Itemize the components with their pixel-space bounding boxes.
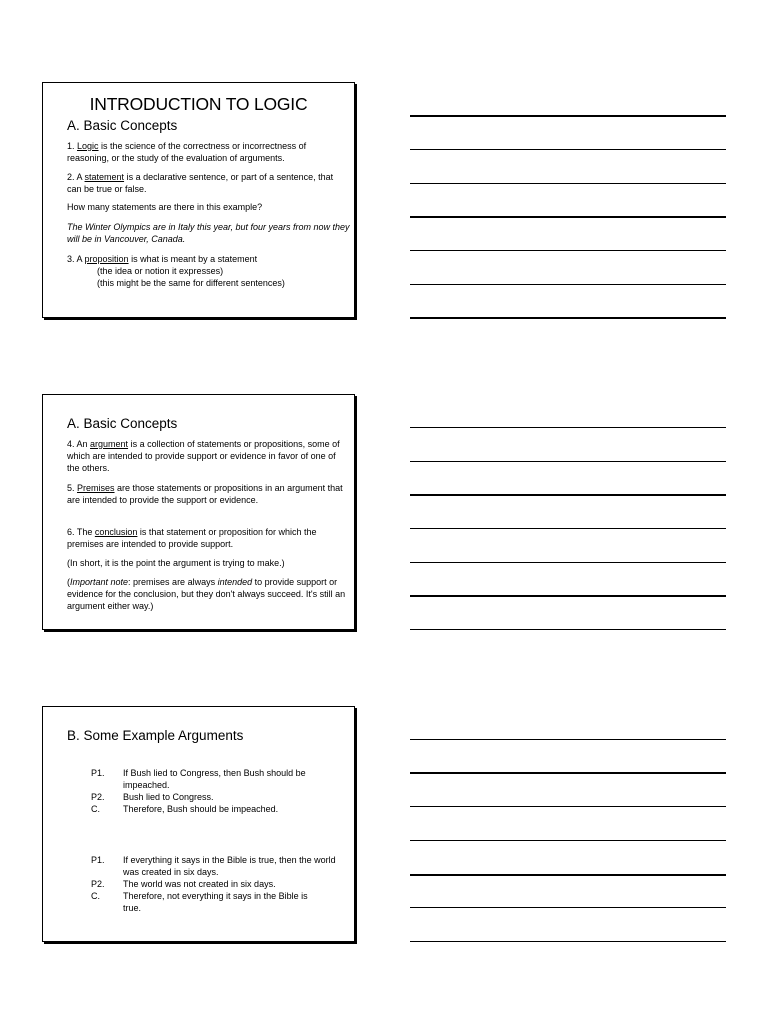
example-sentence: The Winter Olympics are in Italy this year, but four years from now they will be in Vancouver, Canada. <box>67 222 350 244</box>
note-line <box>410 629 726 630</box>
note-line <box>410 528 726 529</box>
note-line <box>410 494 726 496</box>
question: How many statements are there in this example? <box>67 202 263 212</box>
note-line <box>410 595 726 597</box>
term-statement: statement <box>84 172 125 182</box>
slide-subtitle: A. Basic Concepts <box>67 416 178 431</box>
note-line <box>410 907 726 908</box>
definition-proposition: 3. A proposition is what is meant by a statement <box>67 254 258 264</box>
note-line <box>410 772 726 774</box>
definition-argument: 4. An argument is a collection of statements or propositions, some of which are intended to provide support or evidence in favor of one of the others. <box>67 439 340 473</box>
definition-conclusion: 6. The conclusion is that statement or proposition for which the premises are intended to provide support. <box>67 527 317 549</box>
proposition-note-1: (the idea or notion it expresses) <box>97 266 224 276</box>
slide-subtitle: B. Some Example Arguments <box>67 728 244 743</box>
note-line <box>410 115 726 117</box>
definition-premises: 5. Premises are those statements or propositions in an argument that are intended to provide the support or evidence. <box>67 483 343 505</box>
term-proposition: proposition <box>84 254 129 264</box>
conclusion: Therefore, Bush should be impeached. <box>123 804 279 814</box>
note-line <box>410 739 726 740</box>
term-logic: Logic <box>77 141 99 151</box>
in-short-note: (In short, it is the point the argument is trying to make.) <box>67 558 285 568</box>
slide-1 <box>42 82 355 318</box>
note-line <box>410 427 726 428</box>
important-note: (Important note: premises are always intended to provide support or evidence for the conclusion, but they don't always succeed. It's still an argument either way.) <box>67 577 346 611</box>
premise-1: If Bush lied to Congress, then Bush should be impeached. <box>123 768 306 790</box>
conclusion: Therefore, not everything it says in the Bible is true. <box>123 891 308 913</box>
premise-2: The world was not created in six days. <box>123 879 276 889</box>
note-line <box>410 874 726 876</box>
slide-subtitle: A. Basic Concepts <box>67 118 178 133</box>
note-line <box>410 840 726 841</box>
note-line <box>410 317 726 319</box>
proposition-note-2: (this might be the same for different sentences) <box>97 278 285 288</box>
term-conclusion: conclusion <box>94 527 138 537</box>
note-line <box>410 216 726 218</box>
note-line <box>410 284 726 285</box>
note-line <box>410 941 726 942</box>
note-line <box>410 562 726 563</box>
slide-3: B. Some Example Arguments P1. If Bush lied to Congress, then Bush should be impeached. P2. Bush lied to Congress. C. Therefore, Bush should be impeached. P1. If everything it says in the Bible is true, then the world was created in six days. P2. The world was not created in six days. C. Therefore, not everything it says in the Bible is true. <box>42 706 355 942</box>
term-premises: Premises <box>77 483 115 493</box>
premise-2: Bush lied to Congress. <box>123 792 214 802</box>
premise-1: If everything it says in the Bible is true, then the world was created in six days. <box>123 855 336 877</box>
slide-title: INTRODUCTION TO LOGIC <box>89 94 308 114</box>
slide-2 <box>42 394 355 630</box>
note-line <box>410 250 726 251</box>
note-line <box>410 461 726 462</box>
definition-logic: 1. Logic is the science of the correctness or incorrectness of reasoning, or the study of the evaluation of arguments. <box>67 141 307 163</box>
term-argument: argument <box>90 439 129 449</box>
note-line <box>410 806 726 807</box>
note-line <box>410 183 726 184</box>
definition-statement: 2. A statement is a declarative sentence, or part of a sentence, that can be true or false. <box>67 172 334 194</box>
note-line <box>410 149 726 150</box>
